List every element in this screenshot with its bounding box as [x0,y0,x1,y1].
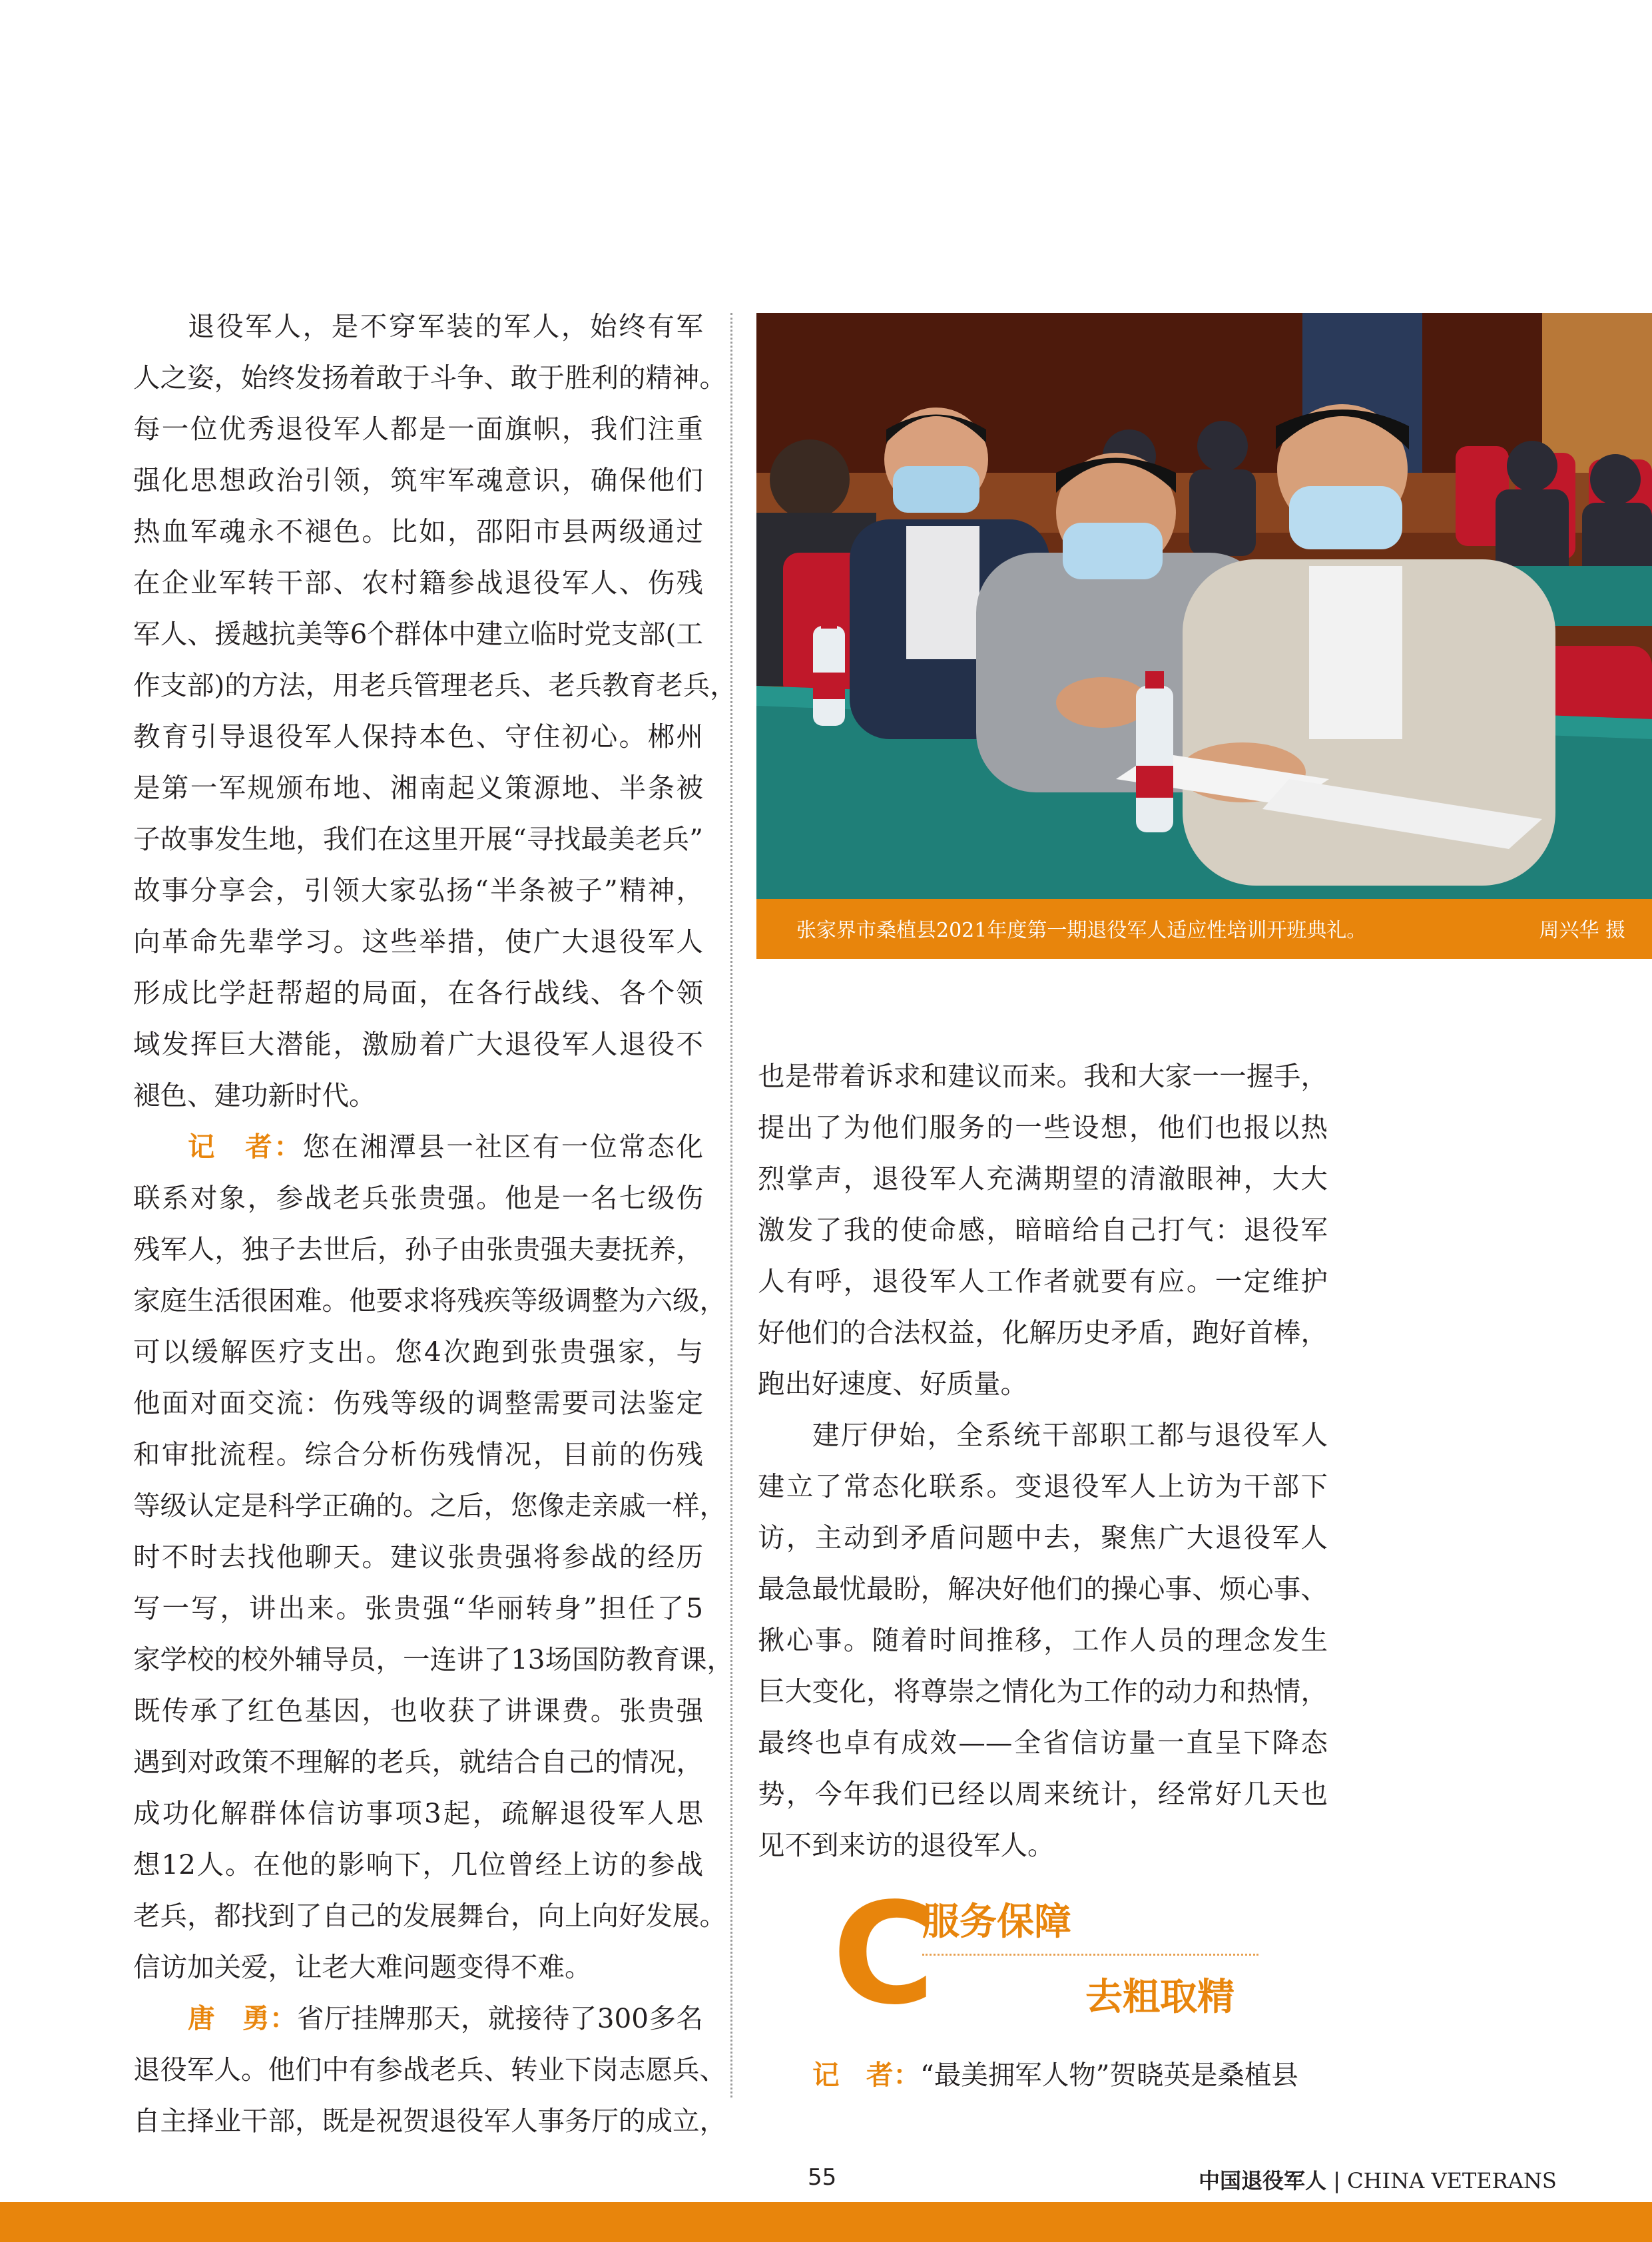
text-line: 强化思想政治引领，筑牢军魂意识，确保他们 [133,464,703,496]
text-line: 最急最忧最盼，解决好他们的操心事、烦心事、 [758,1573,1328,1605]
text-line: 遇到对政策不理解的老兵，就结合自己的情况， [133,1746,703,1778]
text-line: 激发了我的使命感，暗暗给自己打气：退役军 [758,1214,1328,1246]
text-line: 联系对象，参战老兵张贵强。他是一名七级伤 [133,1182,703,1214]
right-continuation-paragraph [758,1051,1328,1410]
text-line: 他面对面交流：伤残等级的调整需要司法鉴定 [133,1387,703,1419]
text-line: 烈掌声，退役军人充满期望的清澈眼神，大大 [758,1163,1328,1195]
text-line: 可以缓解医疗支出。您4次跑到张贵强家，与 [133,1336,703,1368]
text-line: 好他们的合法权益，化解历史矛盾，跑好首棒， [758,1316,1328,1348]
text-line: 建厅伊始，全系统干部职工都与退役军人 [812,1419,1328,1451]
text-line: 热血军魂永不褪色。比如，邵阳市县两级通过 [133,515,703,547]
reporter-question-2-paragraph [758,2050,1328,2101]
ministry-founding-paragraph [758,1410,1328,1871]
training-ceremony-photo [756,313,1652,899]
text-line: 想12人。在他的影响下，几位曾经上访的参战 [133,1848,703,1880]
speaker-label: 记 者： [812,2059,920,2091]
text-line: 人有呼，退役军人工作者就要有应。一定维护 [758,1265,1328,1297]
text-line: 是第一军规颁布地、湘南起义策源地、半条被 [133,772,703,804]
text-line: 子故事发生地，我们在这里开展“寻找最美老兵” [133,823,703,855]
text-line: 老兵，都找到了自己的发展舞台，向上向好发展。 [133,1900,726,1932]
text-line: 唐 勇：省厅挂牌那天，就接待了300多名 [188,2002,703,2034]
text-line: 提出了为他们服务的一些设想，他们也报以热 [758,1111,1328,1143]
text-line: 军人、援越抗美等6个群体中建立临时党支部(工 [133,618,703,650]
magazine-brand [1199,2164,1557,2195]
text-line: 记 者：“最美拥军人物”贺晓英是桑植县 [812,2059,1298,2091]
text-line: 最终也卓有成效——全省信访量一直呈下降态 [758,1727,1328,1759]
text-line: 等级认定是科学正确的。之后，您像走亲戚一样， [133,1490,726,1522]
photo-credit: 周兴华 摄 [1539,919,1625,942]
text-line: 信访加关爱，让老大难问题变得不难。 [133,1951,592,1983]
text-line: 褪色、建功新时代。 [133,1079,376,1111]
text-line: 成功化解群体信访事项3起，疏解退役军人思 [133,1797,703,1829]
text-line: 教育引导退役军人保持本色、守住初心。郴州 [133,720,703,752]
text-line: 退役军人，是不穿军装的军人，始终有军 [188,310,703,342]
text-line: 时不时去找他聊天。建议张贵强将参战的经历 [133,1541,703,1573]
photo-caption: 张家界市桑植县2021年度第一期退役军人适应性培训开班典礼。 [796,919,1367,942]
text-line: 访，主动到矛盾问题中去，聚焦广大退役军人 [758,1522,1328,1553]
text-line: 每一位优秀退役军人都是一面旗帜，我们注重 [133,413,703,445]
left-intro-paragraph [133,301,737,1121]
speaker-label: 记 者： [188,1131,303,1163]
speaker-label: 唐 勇： [188,2002,297,2034]
photo-illustration [756,313,1652,899]
text-line: 家学校的校外辅导员，一连讲了13场国防教育课， [133,1643,734,1675]
section-title-line1: 服务保障 [922,1900,1071,1944]
text-line: 见不到来访的退役军人。 [758,1829,1055,1861]
page-number: 55 [808,2164,837,2191]
text-line: 记 者：您在湘潭县一社区有一位常态化 [188,1131,704,1163]
text-line: 域发挥巨大潜能，激励着广大退役军人退役不 [133,1028,703,1060]
section-letter: C [832,1872,936,2036]
brand-separator: | [1333,2168,1340,2193]
reporter-question-paragraph [133,1121,734,1993]
text-line: 建立了常态化联系。变退役军人上访为干部下 [758,1470,1328,1502]
text-line: 家庭生活很困难。他要求将残疾等级调整为六级， [133,1284,726,1316]
text-line: 退役军人。他们中有参战老兵、转业下岗志愿兵、 [133,2054,726,2086]
text-line: 自主择业干部，既是祝贺退役军人事务厅的成立， [133,2105,726,2137]
text-line: 也是带着诉求和建议而来。我和大家一一握手， [758,1060,1328,1092]
text-line: 作支部)的方法，用老兵管理老兵、老兵教育老兵， [133,669,737,701]
section-title-line2: 去粗取精 [1085,1976,1235,2019]
text-line: 和审批流程。综合分析伤残情况，目前的伤残 [133,1438,703,1470]
text-line: 跑出好速度、好质量。 [758,1368,1027,1400]
text-line: 势，今年我们已经以周来统计，经常好几天也 [758,1778,1328,1810]
section-dotted-rule [922,1954,1258,1956]
text-line: 残军人，独子去世后，孙子由张贵强夫妻抚养， [133,1233,703,1265]
magazine-name-cn: 中国退役军人 [1199,2168,1327,2193]
tang-yong-answer-paragraph [133,1993,726,2147]
text-line: 向革命先辈学习。这些举措，使广大退役军人 [133,926,703,958]
magazine-name-en: CHINA VETERANS [1347,2168,1557,2193]
text-line: 形成比学赶帮超的局面，在各行战线、各个领 [133,977,703,1009]
text-line: 在企业军转干部、农村籍参战退役军人、伤残 [133,567,703,599]
text-line: 写一写，讲出来。张贵强“华丽转身”担任了5 [133,1592,703,1624]
column-divider [730,313,732,2098]
text-line: 既传承了红色基因，也收获了讲课费。张贵强 [133,1695,703,1727]
text-line: 人之姿，始终发扬着敢于斗争、敢于胜利的精神。 [133,362,726,394]
text-line: 巨大变化，将尊崇之情化为工作的动力和热情， [758,1675,1328,1707]
text-line: 故事分享会，引领大家弘扬“半条被子”精神， [133,874,703,906]
text-line: 揪心事。随着时间推移，工作人员的理念发生 [758,1624,1328,1656]
bottom-accent-bar [0,2202,1652,2242]
photo-caption-bar [756,899,1652,959]
